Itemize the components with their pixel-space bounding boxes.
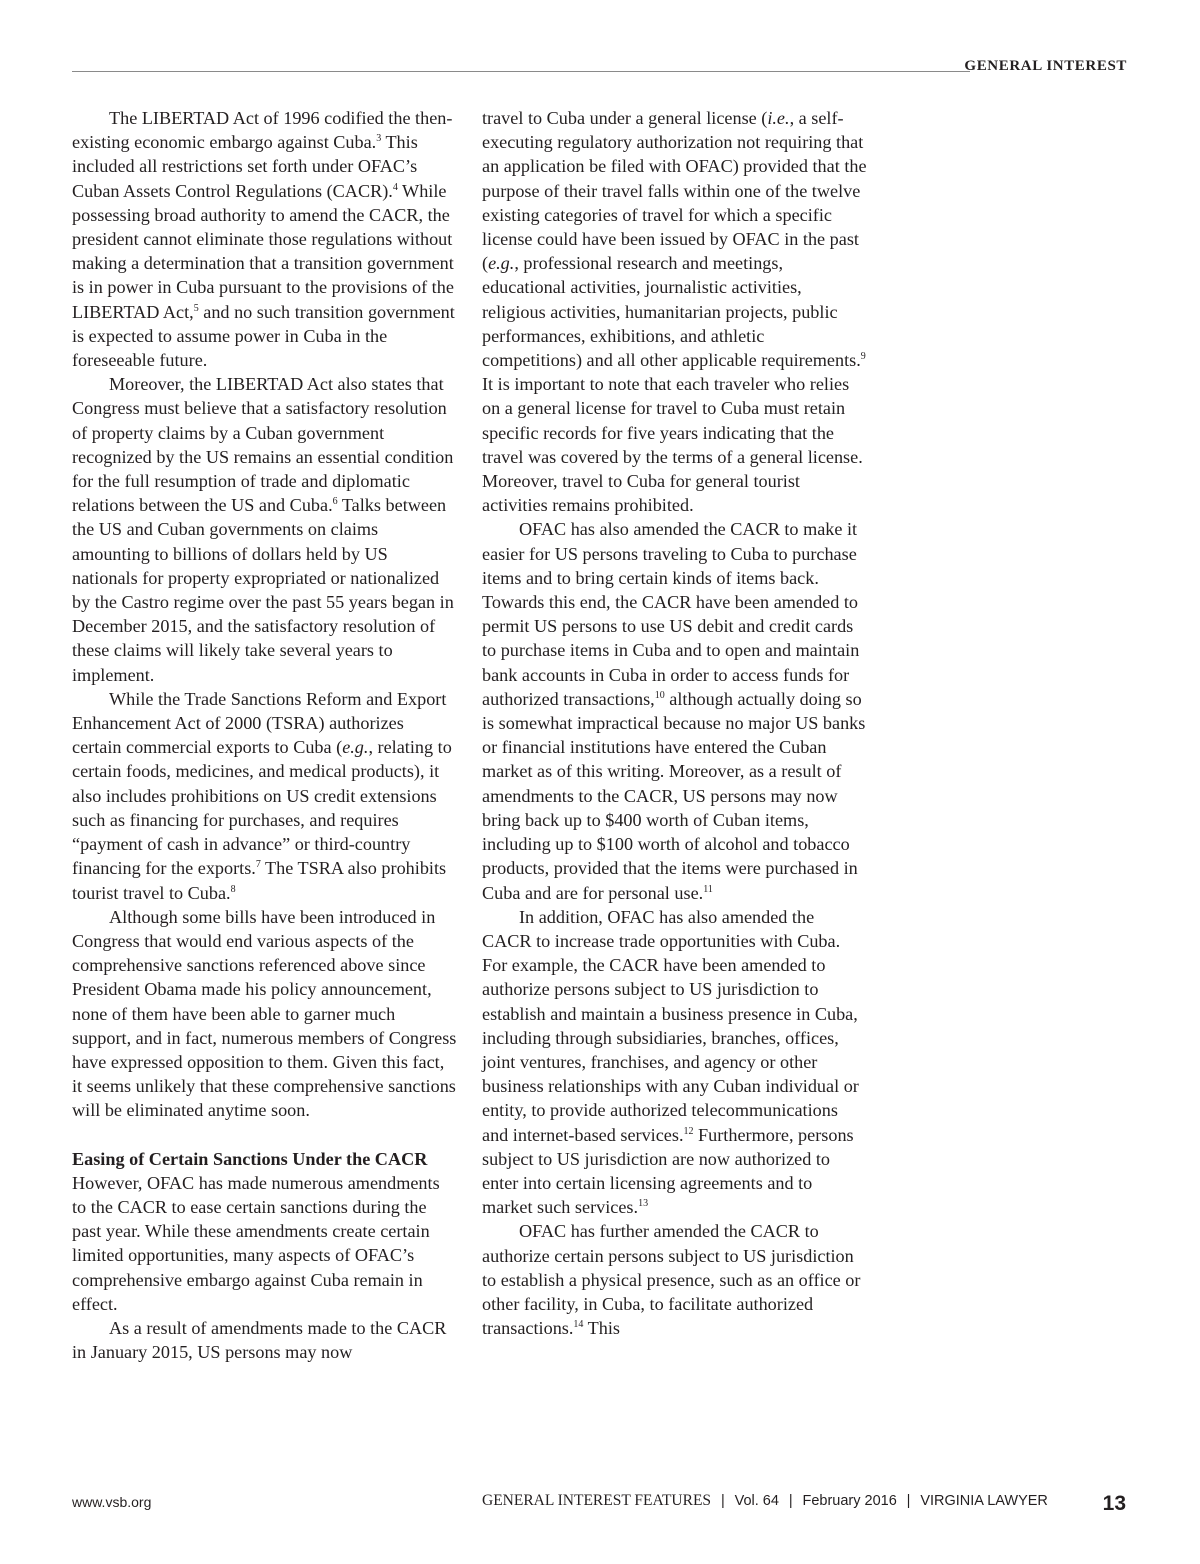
footer-separator: | <box>906 1493 911 1509</box>
footnote-ref: 7 <box>255 859 261 871</box>
footer-date: February 2016 <box>802 1493 897 1509</box>
footnote-ref: 10 <box>654 689 665 701</box>
paragraph: As a result of amendments made to the CACR in January 2015, US persons may now <box>72 1317 447 1363</box>
footnote-ref: 8 <box>230 883 236 895</box>
section-heading: Easing of Certain Sanctions Under the CACR <box>72 1148 428 1169</box>
footer-url[interactable]: www.vsb.org <box>72 1494 152 1510</box>
footnote-ref: 6 <box>332 496 338 508</box>
left-column <box>72 106 457 1364</box>
section-label: GENERAL INTEREST <box>964 58 1127 74</box>
paragraph: OFAC has also amended the CACR to make it easier for US persons traveling to Cuba to purchase items and to bring certain kinds of items back. Towards this end, the CACR have been amended to permit US persons to use US debit and credit cards to purchase items in Cuba and to open and maintain bank accounts in Cuba in order to access funds for authorized transactions,$^{10}$ although actually doing so is somewhat impractical because no major US banks or financial institutions have entered the Cuban market as of this writing. Moreover, as a result of amendments to the CACR, US persons may now bring back up to $400 worth of Cuban items, including up to $100 worth of alcohol and tobacco products, provided that the items were purchased in Cuba and are for personal use.$^{11}$ <box>482 519 866 903</box>
paragraph: While the Trade Sanctions Reform and Export Enhancement Act of 2000 (TSRA) authorizes certain commercial exports to Cuba (e.g., relating to certain foods, medicines, and medical products), it also includes prohibitions on US credit extensions such as financing for purchases, and requires “payment of cash in advance” or third-country financing for the exports.$^7$ The TSRA also prohibits tourist travel to Cuba.$^8$ <box>72 688 452 903</box>
right-column <box>482 106 867 1340</box>
footnote-ref: 13 <box>638 1198 649 1210</box>
footnote-ref: 11 <box>703 883 713 895</box>
paragraph: Although some bills have been introduced in Congress that would end various aspects of the comprehensive sanctions referenced above since President Obama made his policy announcement, none of them have been able to garner much support, and in fact, numerous members of Congress have expressed opposition to them. Given this fact, it seems unlikely that these comprehensive sanctions will be eliminated anytime soon. <box>72 906 457 1121</box>
footnote-ref: 5 <box>193 302 199 314</box>
footer-separator: | <box>788 1493 793 1509</box>
footnote-ref: 4 <box>392 181 398 193</box>
paragraph: The LIBERTAD Act of 1996 codified the then-existing economic embargo against Cuba.$^3$ This included all restrictions set forth under OFAC’s Cuban Assets Control Regulations (CACR).$^4$ While possessing broad authority to amend the CACR, the president cannot eliminate those regulations without making a determination that a transition government is in power in Cuba pursuant to the provisions of the LIBERTAD Act,$^5$ and no such transition government is expected to assume power in Cuba in the foreseeable future. <box>72 108 455 371</box>
paragraph: Moreover, the LIBERTAD Act also states that Congress must believe that a satisfactory resolution of property claims by a Cuban government recognized by the US remains an essential condition for the full resumption of trade and diplomatic relations between the US and Cuba.$^6$ Talks between the US and Cuban governments on claims amounting to billions of dollars held by US nationals for property expropriated or nationalized by the Castro regime over the past 55 years began in December 2015, and the satisfactory resolution of these claims will likely take several years to implement. <box>72 374 454 685</box>
footer-volume: Vol. 64 <box>734 1493 779 1509</box>
footer-citation <box>482 1492 1048 1510</box>
footer-section: GENERAL INTEREST FEATURES <box>482 1492 712 1509</box>
header-rule <box>72 71 970 72</box>
page-number: 13 <box>1102 1492 1126 1515</box>
footer-separator: | <box>720 1493 725 1509</box>
paragraph: OFAC has further amended the CACR to authorize certain persons subject to US jurisdiction to establish a physical presence, such as an office or other facility, in Cuba, to facilitate authorized transactions.$^{14}$ This <box>482 1221 861 1339</box>
paragraph: travel to Cuba under a general license (i.e., a self-executing regulatory authorization not requiring that an application be filed with OFAC) provided that the purpose of their travel falls within one of the twelve existing categories of travel for which a specific license could have been issued by OFAC in the past (e.g., professional research and meetings, educational activities, journalistic activities, religious activities, humanitarian projects, public performances, exhibitions, and athletic competitions) and all other applicable requirements.$^9$ It is important to note that each traveler who relies on a general license for travel to Cuba must retain specific records for five years indicating that the travel was covered by the terms of a general license. Moreover, travel to Cuba for general tourist activities remains prohibited. <box>482 108 867 516</box>
paragraph: However, OFAC has made numerous amendments to the CACR to ease certain sanctions during the past year. While these amendments create certain limited opportunities, many aspects of OFAC’s comprehensive embargo against Cuba remain in effect. <box>72 1172 440 1314</box>
footnote-ref: 9 <box>860 351 866 363</box>
footnote-ref: 12 <box>683 1125 694 1137</box>
footnote-ref: 14 <box>573 1319 584 1331</box>
paragraph: In addition, OFAC has also amended the CACR to increase trade opportunities with Cuba. For example, the CACR have been amended to authorize persons subject to US jurisdiction to establish and maintain a business presence in Cuba, including through subsidiaries, branches, offices, joint ventures, franchises, and agency or other business relationships with any Cuban individual or entity, to provide authorized telecommunications and internet-based services.$^{12}$ Furthermore, persons subject to US jurisdiction are now authorized to enter into certain licensing agreements and to market such services.$^{13}$ <box>482 906 859 1218</box>
footer-publication: VIRGINIA LAWYER <box>920 1493 1048 1509</box>
footnote-ref: 3 <box>376 133 382 145</box>
